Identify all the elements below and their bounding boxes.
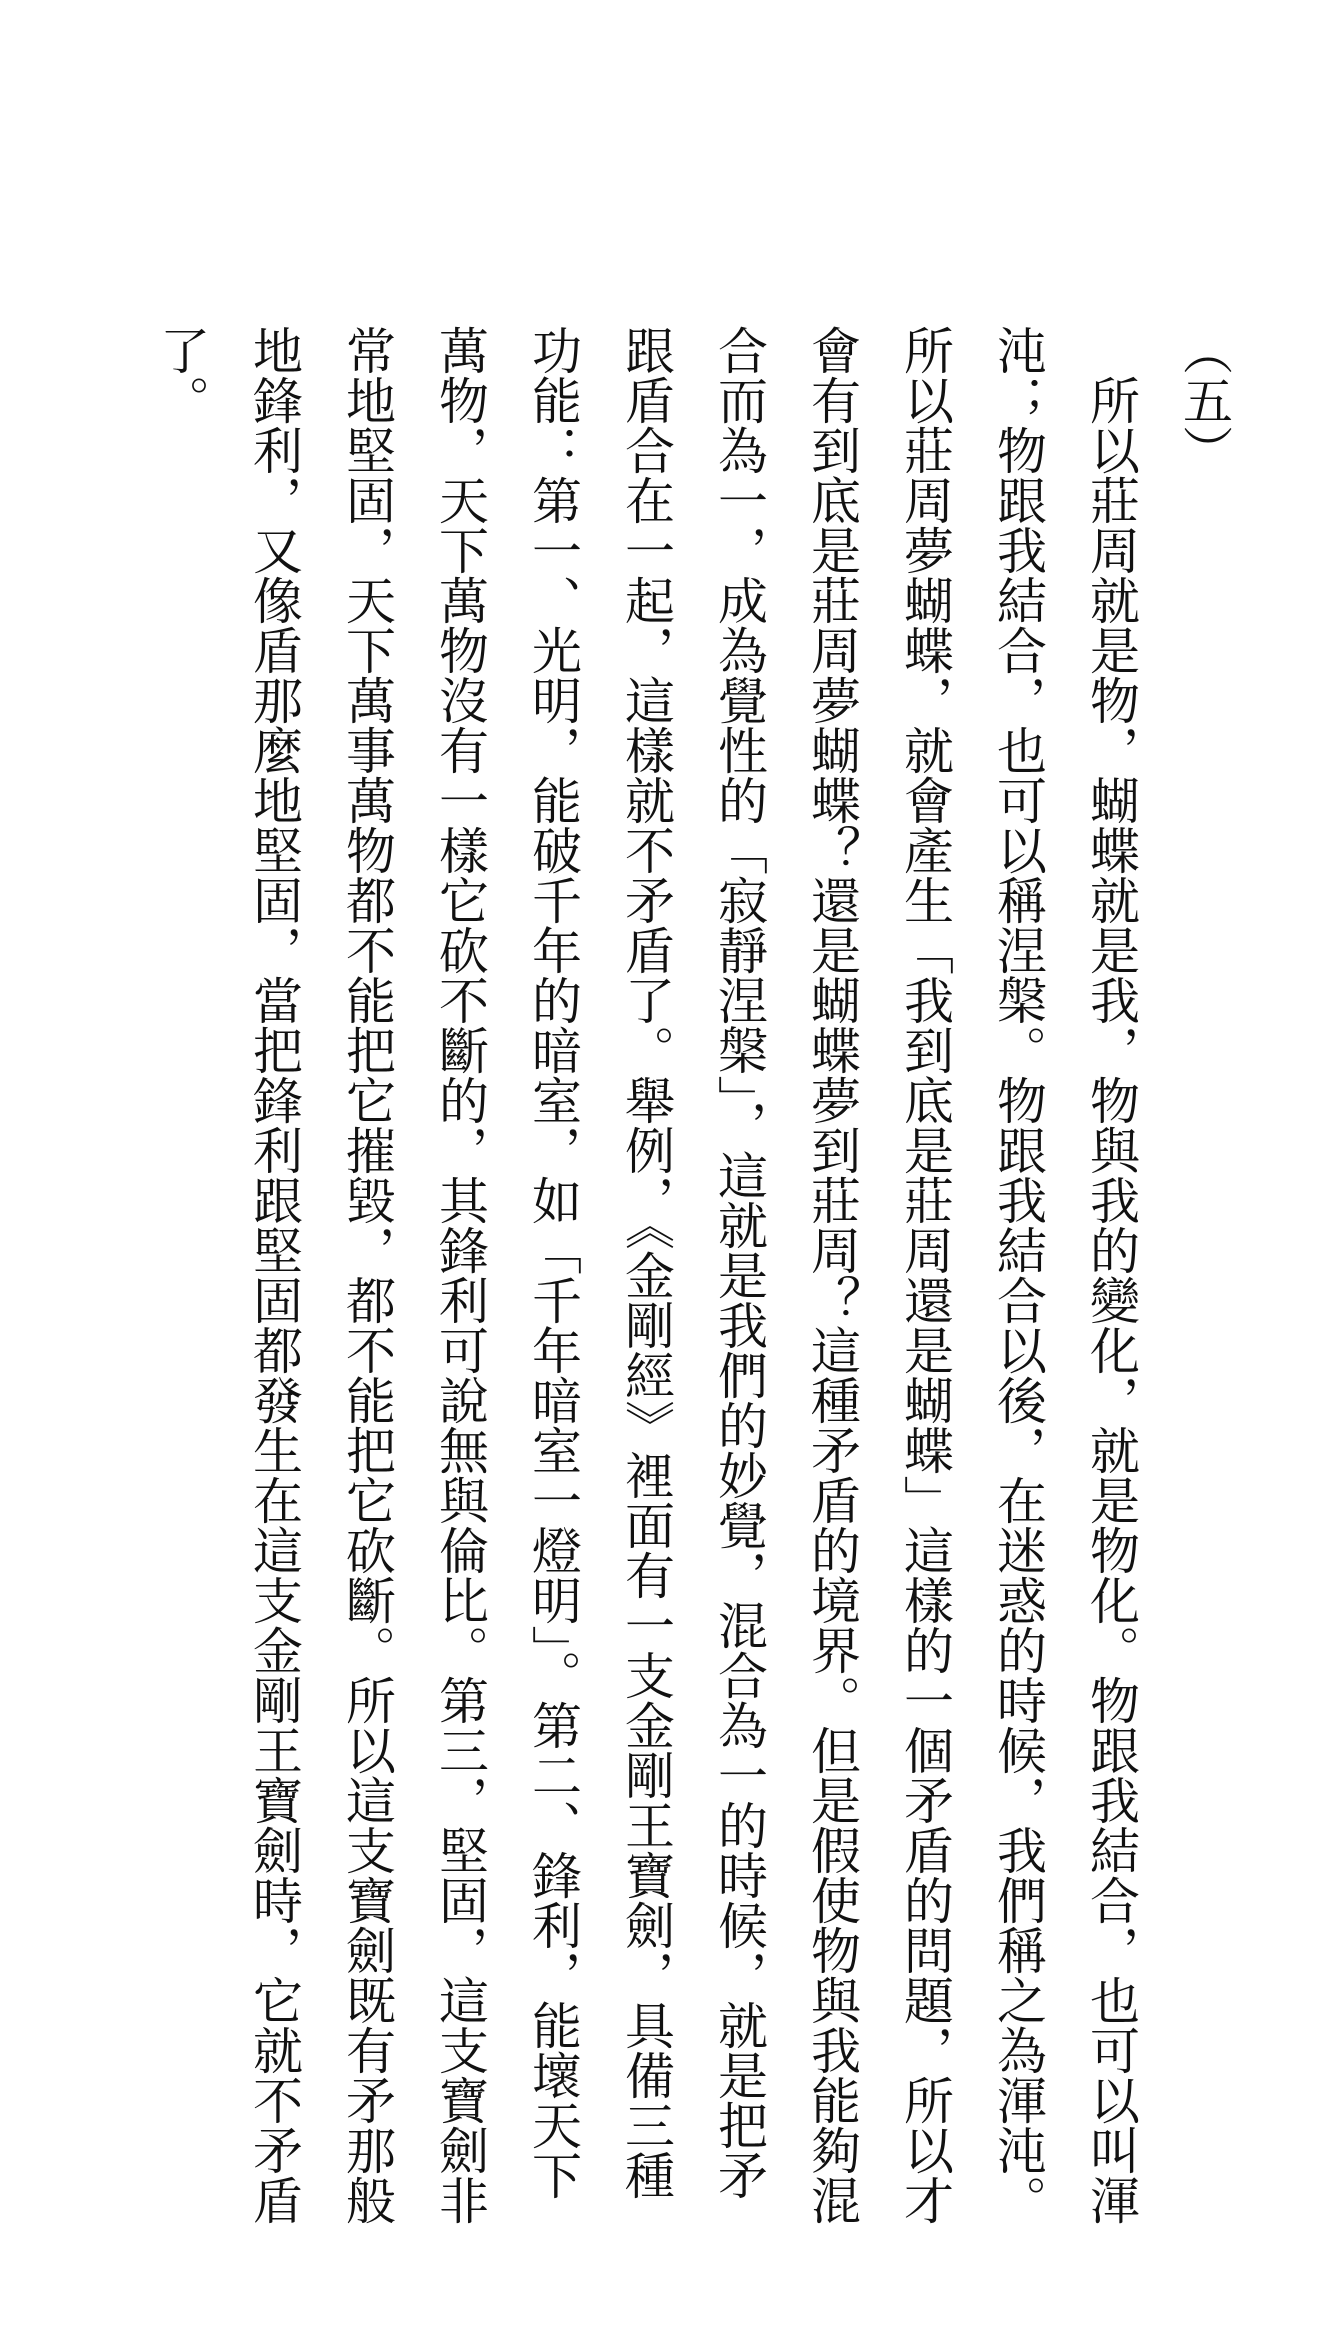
vertical-text-block bbox=[134, 325, 1250, 2225]
section-heading: （五） bbox=[1175, 325, 1233, 475]
body-paragraph: 所以莊周就是物，蝴蝶就是我，物與我的變化，就是物化。物跟我結合，也可以叫渾沌；物跟我結合，也可以稱涅槃。物跟我結合以後，在迷惑的時候，我們稱之為渾沌。所以莊周夢蝴蝶，就會產生「我到底是莊周還是蝴蝶」這樣的一個矛盾的問題，所以才會有到底是莊周夢蝴蝶？還是蝴蝶夢到莊周？這種矛盾的境界。但是假使物與我能夠混合而為一，成為覺性的「寂靜涅槃」，這就是我們的妙覺，混合為一的時候，就是把矛跟盾合在一起，這樣就不矛盾了。舉例，《金剛經》裡面有一支金剛王寶劍，具備三種功能：第一、光明，能破千年的暗室，如「千年暗室一燈明」。第二、鋒利，能壞天下萬物，天下萬物沒有一樣它砍不斷的，其鋒利可說無與倫比。第三，堅固，這支寶劍非常地堅固，天下萬事萬物都不能把它摧毀，都不能把它砍斷。所以這支寶劍既有矛那般地鋒利，又像盾那麼地堅固，當把鋒利跟堅固都發生在這支金剛王寶劍時，它就不矛盾了。 bbox=[152, 325, 1140, 2225]
